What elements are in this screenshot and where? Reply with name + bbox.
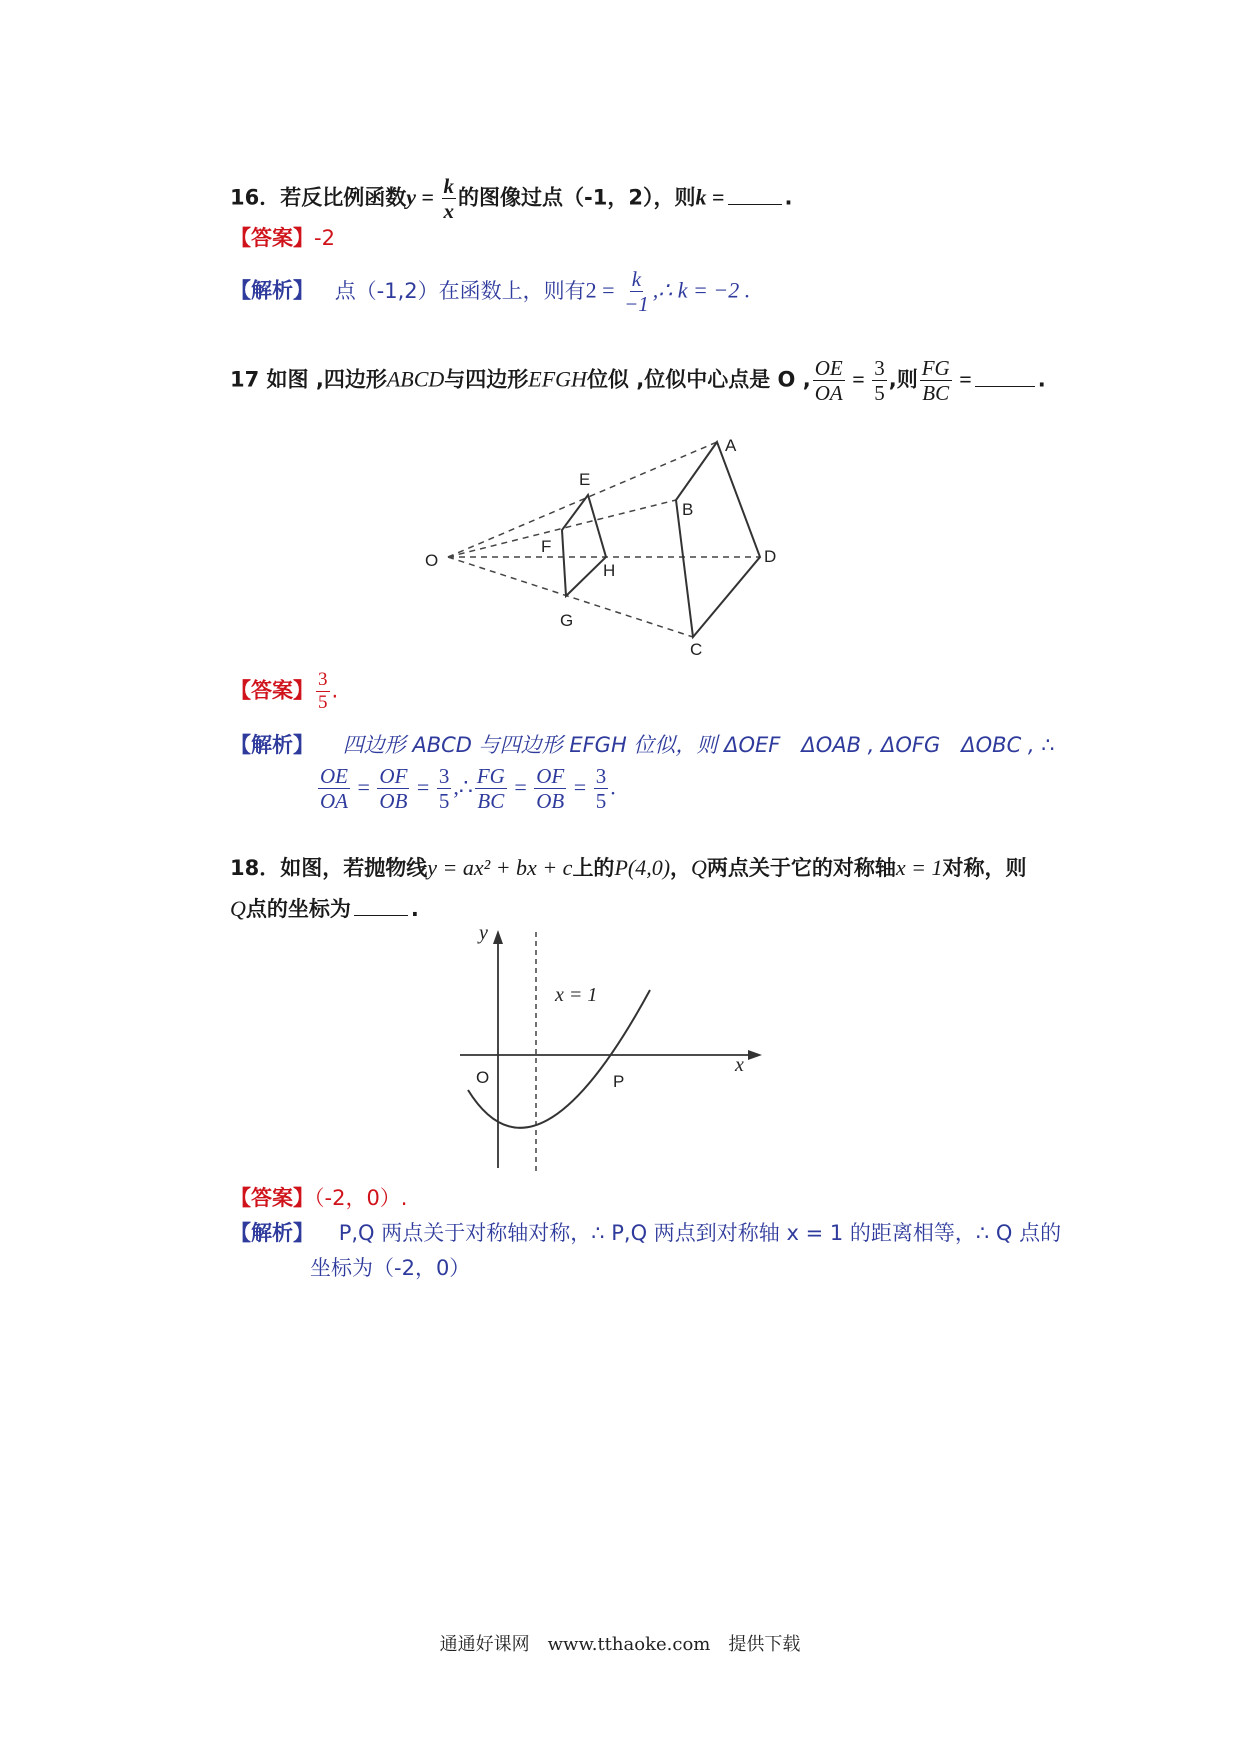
parabola-curve [468,990,650,1128]
answer-tag: 【答案】 [230,1186,314,1210]
q16-eq: = [416,184,440,210]
question-18: 18．如图，若抛物线y = ax² + bx + c上的P(4,0)，Q两点关于它的对称轴x = 1对称，则 [230,855,1027,880]
q16-text: 16．若反比例函数 [230,185,407,210]
label-c: C [690,640,703,659]
answer-tag: 【答案】 [230,678,314,703]
label-b: B [682,500,694,519]
q16-eq2: = [706,184,725,210]
footer-source: 通通好课网 www.tthaoke.com 提供下载 [439,1634,801,1655]
label-f: F [541,537,552,556]
quadrilateral-abcd [676,442,760,637]
answer-17-fraction: $\frac{3}{5}$ [318,669,328,713]
explanation-tag: 【解析】 [230,278,314,303]
q17-fraction-oe-oa: $\frac{OE}{OA}$ [814,356,843,406]
figure-homothety [400,420,820,660]
q16-y: y [406,184,416,210]
answer-tag: 【答案】 [230,226,314,250]
symmetry-axis-label: x = 1 [555,984,598,1006]
x-label: x [735,1054,744,1076]
q16-fraction: $\frac{k}{x}$ [443,174,455,224]
explanation-17-line2: $\frac{OE}{OA}$ = $\frac{OF}{OB}$ = $\frac{3}{5}$ ,∴ $\frac{FG}{BC}$ = $\frac{OF}{OB}$ = $\frac{3}{5}$ . [320,764,616,814]
explanation-18-line2: 坐标为（-2，0） [310,1256,471,1280]
quadrilateral-efgh [562,495,606,596]
x-axis-arrow [748,1050,762,1060]
answer-blank-17 [975,368,1035,387]
label-g: G [560,611,574,630]
explanation-tag: 【解析】 [230,733,314,757]
e16-fraction: $\frac{k}{-1}$ [624,267,649,317]
question-18-line2: Q点的坐标为 . [230,896,419,921]
explanation-18: 【解析】 P,Q 两点关于对称轴对称，∴ P,Q 两点到对称轴 x = 1 的距离相等，∴ Q 点的 [230,1221,1062,1245]
answer-16 [230,228,335,249]
explanation-16: 【解析】 点（-1,2）在函数上，则有2 = $\frac{k}{-1}$ ,∴ k = −2 . [230,267,751,317]
label-h: H [603,561,616,580]
label-o: O [425,551,439,570]
figure-parabola [450,925,770,1180]
explanation-tag: 【解析】 [230,1221,314,1245]
origin-label: O [476,1068,490,1087]
q16-text-2: 的图像过点（-1，2），则 [458,185,696,210]
dashed-rays [448,442,760,637]
answer-blank-16 [728,186,782,205]
answer-value: -2 [314,226,335,250]
q17-fraction-fg-bc: $\frac{FG}{BC}$ [921,356,950,406]
label-d: D [764,547,777,566]
answer-18 [230,1188,407,1209]
q16-k: k [695,184,707,210]
answer-17: 【答案】 $\frac{3}{5}$ . [230,669,339,713]
answer-blank-18 [354,897,408,916]
explanation-17: 【解析】 四边形 ABCD 与四边形 EFGH 位似，则 ΔOEF ΔOAB , ΔOFG ΔOBC , ∴ [230,733,1055,757]
q17-fraction-3-5: $\frac{3}{5}$ [874,356,885,406]
question-17: 17 如图 ,四边形ABCD与四边形EFGH位似 ,位似中心点是 O , $\frac{OE}{OA}$ = $\frac{3}{5}$ ,则 $\frac{FG}{BC}$ = . [230,356,1046,406]
question-16: 16．若反比例函数y = $\frac{k}{x}$ 的图像过点（-1，2），则k = . [230,174,793,224]
y-axis-arrow [493,930,503,944]
answer-value: （-2，0）. [314,1186,408,1210]
label-a: A [725,436,737,455]
y-label: y [479,925,488,944]
point-p-label: P [613,1072,625,1091]
label-e: E [579,470,591,489]
